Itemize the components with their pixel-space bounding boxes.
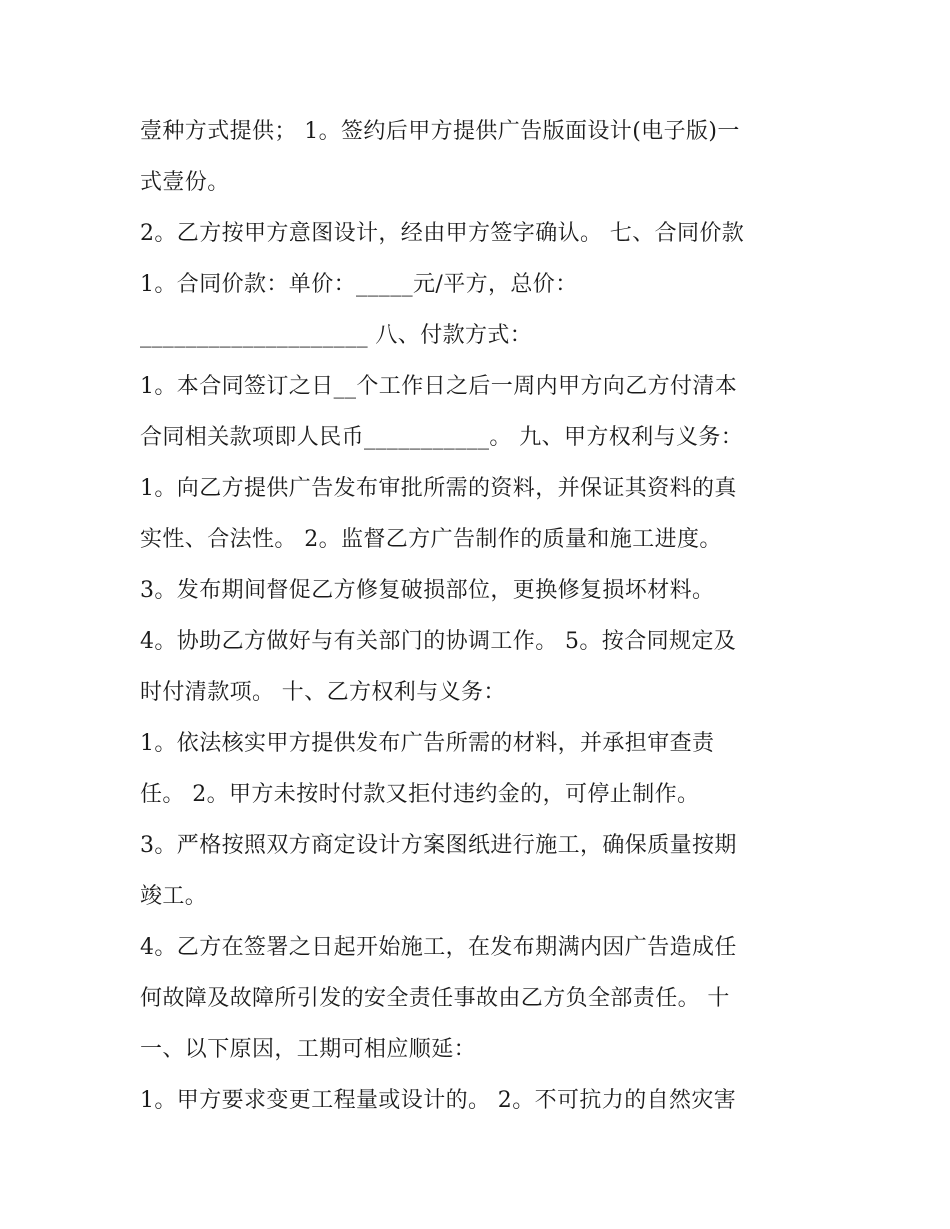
- text-line: 实性、合法性。 2。监督乙方广告制作的质量和施工进度。: [140, 527, 722, 552]
- text-line: 合同相关款项即人民币___________。 九、甲方权利与义务：: [140, 425, 744, 450]
- text-line: 壹种方式提供； 1。签约后甲方提供广告版面设计(电子版)一: [140, 119, 740, 144]
- text-line: 式壹份。: [140, 170, 230, 195]
- text-line: 竣工。: [140, 884, 208, 909]
- text-line: 1。本合同签订之日__个工作日之后一周内甲方向乙方付清本: [140, 374, 738, 399]
- text-line: 3。发布期间督促乙方修复破损部位，更换修复损坏材料。: [140, 578, 715, 603]
- text-line: 一、以下原因，工期可相应顺延：: [140, 1037, 477, 1062]
- text-line: 何故障及故障所引发的安全责任事故由乙方负全部责任。 十: [140, 986, 730, 1011]
- contract-text-block: [140, 106, 820, 1126]
- text-line: 任。 2。甲方未按时付款又拒付违约金的，可停止制作。: [140, 782, 700, 807]
- text-line: 3。严格按照双方商定设计方案图纸进行施工，确保质量按期: [140, 833, 737, 858]
- text-line: 1。依法核实甲方提供发布广告所需的材料，并承担审查责: [140, 731, 715, 756]
- text-line: 4。协助乙方做好与有关部门的协调工作。 5。按合同规定及: [140, 629, 737, 654]
- text-line: 1。向乙方提供广告发布审批所需的资料，并保证其资料的真: [140, 476, 737, 501]
- text-line: 2。乙方按甲方意图设计，经由甲方签字确认。 七、合同价款: [140, 221, 745, 246]
- text-line: 时付清款项。 十、乙方权利与义务：: [140, 680, 506, 705]
- text-line: 4。乙方在签署之日起开始施工，在发布期满内因广告造成任: [140, 935, 737, 960]
- text-line: 1。合同价款：单价：_____元/平方，总价：: [140, 272, 578, 297]
- text-line: ____________________ 八、付款方式：: [140, 323, 533, 348]
- text-line: 1。甲方要求变更工程量或设计的。 2。不可抗力的自然灾害: [140, 1088, 737, 1113]
